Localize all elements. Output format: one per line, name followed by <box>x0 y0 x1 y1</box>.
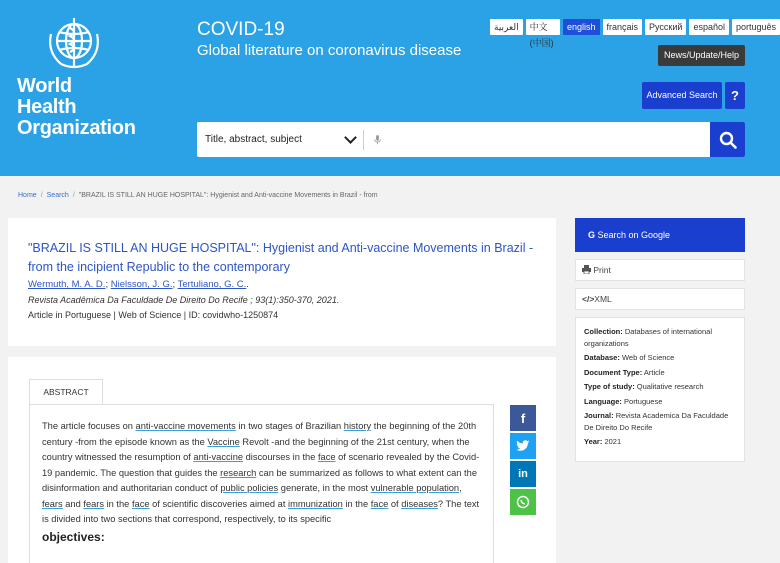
keyword-link[interactable]: research <box>220 467 257 478</box>
meta-label: Type of study: <box>584 382 635 391</box>
lang-french[interactable]: français <box>603 19 643 35</box>
author-link[interactable]: Tertuliano, G. C. <box>177 279 247 290</box>
printer-icon <box>582 265 591 274</box>
search-input[interactable] <box>381 122 710 157</box>
breadcrumb-current: "BRAZIL IS STILL AN HUGE HOSPITAL": Hygienist and Anti-vaccine Movements in Brazil - from <box>78 192 378 199</box>
lang-spanish[interactable]: español <box>689 19 729 35</box>
twitter-icon <box>516 440 530 452</box>
keyword-link[interactable]: face <box>131 498 150 509</box>
keyword-link[interactable]: vulnerable population <box>370 483 460 493</box>
keyword-link[interactable]: fears <box>42 498 63 509</box>
google-button-label: Search on Google <box>597 230 671 240</box>
lang-portuguese[interactable]: português <box>732 19 780 35</box>
meta-label: Journal: <box>584 411 614 420</box>
code-icon: </> <box>582 294 595 304</box>
breadcrumb-home[interactable]: Home <box>18 192 37 199</box>
news-update-help-button[interactable]: News/Update/Help <box>658 45 745 66</box>
search-on-google-button[interactable] <box>575 218 745 252</box>
xml-label: XML <box>594 294 612 304</box>
meta-label: Collection: <box>584 327 623 336</box>
whatsapp-icon <box>516 495 530 509</box>
who-logo[interactable] <box>14 14 134 139</box>
meta-label: Language: <box>584 396 622 406</box>
who-emblem-icon <box>43 14 105 72</box>
search-bar <box>197 122 745 157</box>
objectives-heading: objectives: <box>42 529 105 544</box>
search-icon <box>719 131 737 149</box>
document-metadata <box>575 317 745 462</box>
keyword-link[interactable]: diseases <box>401 498 438 509</box>
meta-year-value: 2021 <box>604 437 622 446</box>
logo-line-2: Organization <box>17 117 136 139</box>
site-header <box>0 0 780 176</box>
meta-language-value: Portuguese <box>624 396 663 406</box>
lang-arabic[interactable]: العربية <box>490 19 523 35</box>
meta-label: Database: <box>584 353 620 362</box>
whatsapp-share-button[interactable] <box>510 489 536 515</box>
author-link[interactable]: Wermuth, M. A. D. <box>28 279 106 290</box>
search-field-select-value: Title, abstract, subject <box>205 134 302 145</box>
article-card <box>8 218 556 346</box>
help-button[interactable]: ? <box>725 82 745 109</box>
breadcrumb-search[interactable]: Search <box>46 192 69 199</box>
site-title: COVID-19 <box>197 19 285 40</box>
advanced-search-button[interactable]: Advanced Search <box>642 82 722 109</box>
meta-journal-value: Revista Academica Da Faculdade De Direito Do Recife <box>584 411 729 432</box>
lang-english[interactable]: english <box>563 19 600 35</box>
search-button[interactable] <box>710 122 745 157</box>
site-subtitle: Global literature on coronavirus disease <box>197 42 462 59</box>
site-title-block <box>197 19 461 61</box>
keyword-link[interactable]: face <box>317 452 336 462</box>
meta-label: Document Type: <box>584 367 643 377</box>
journal-citation: Revista Acadêmica Da Faculdade De Direito Do Recife ; 93(1):350-370, 2021. <box>28 295 340 305</box>
keyword-link[interactable]: immunization <box>288 498 343 509</box>
meta-database-value: Web of Science <box>621 353 675 362</box>
meta-collection-value: Databases of international organizations <box>584 327 712 348</box>
keyword-link[interactable]: anti-vaccine movements <box>135 421 236 431</box>
language-selector <box>490 19 780 48</box>
xml-button[interactable] <box>575 288 745 310</box>
meta-study-value: Qualitative research <box>636 382 704 391</box>
logo-line-1: World Health <box>17 75 77 118</box>
search-field-select[interactable] <box>197 134 363 145</box>
meta-label: Year: <box>584 437 603 446</box>
facebook-share-button[interactable] <box>510 405 536 431</box>
keyword-link[interactable]: face <box>370 498 389 509</box>
keyword-link[interactable]: fears <box>83 498 105 509</box>
keyword-link[interactable]: anti-vaccine <box>193 452 244 462</box>
chevron-down-icon <box>344 131 357 144</box>
lang-russian[interactable]: Русский <box>645 19 686 35</box>
author-list: Wermuth, M. A. D.; Nielsson, J. G.; Tertuliano, G. C.. <box>28 279 249 290</box>
breadcrumb: Home / Search / "BRAZIL IS STILL AN HUGE HOSPITAL": Hygienist and Anti-vaccine Movements in Brazil - from <box>18 192 378 199</box>
print-button[interactable] <box>575 259 745 281</box>
tab-abstract[interactable]: ABSTRACT <box>29 379 103 404</box>
abstract-card <box>8 357 556 563</box>
keyword-link[interactable]: public policies <box>220 483 279 493</box>
abstract-panel <box>29 404 494 563</box>
article-meta: Article in Portuguese | Web of Science | ID: covidwho-1250874 <box>28 310 279 320</box>
abstract-text: The article focuses on anti-vaccine movements in two stages of Brazilian history the beginning of the 20th century -from the episode known as the Vaccine Revolt -and the beginning of the 21st century, when the country witnessed the resumption of anti-vaccine discourses in the face of scenario revealed by the Covid-19 pandemic. The question that guides the research can be summarized as follows to what extent can the disinformation and authoritarian conduct of public policies generate, in the most vulnerable population, fears and fears in the face of scientific discoveries aimed at immunization in the face of diseases? The text is divided into two sections that correspond, respectively, to its specific <box>42 421 480 524</box>
article-title: "BRAZIL IS STILL AN HUGE HOSPITAL": Hygienist and Anti-vaccine Movements in Brazil - from the incipient Republic to the contemporary <box>28 241 534 274</box>
lang-chinese[interactable]: 中文 (中国) <box>526 19 560 35</box>
google-icon: G <box>588 230 598 240</box>
print-label: Print <box>593 265 611 275</box>
linkedin-share-button[interactable] <box>510 461 536 487</box>
keyword-link[interactable]: history <box>343 421 372 431</box>
microphone-icon[interactable] <box>363 130 381 150</box>
facebook-icon: f <box>520 410 526 426</box>
twitter-share-button[interactable] <box>510 433 536 459</box>
linkedin-icon: in <box>518 468 528 480</box>
keyword-link[interactable]: Vaccine <box>207 436 240 447</box>
meta-doctype-value: Article <box>643 367 665 377</box>
author-link[interactable]: Nielsson, J. G. <box>110 279 173 290</box>
